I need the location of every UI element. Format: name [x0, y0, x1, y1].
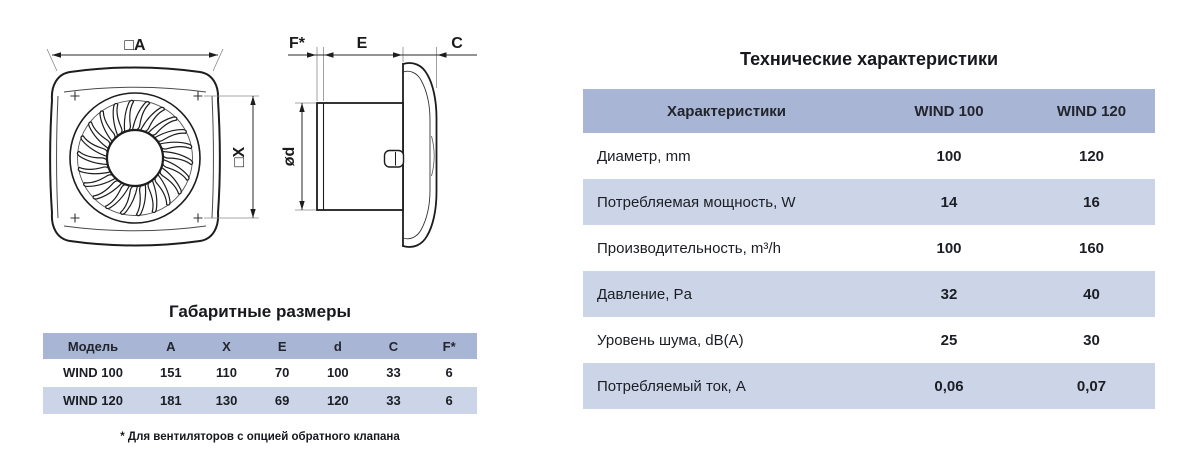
- dim-cell: 33: [386, 392, 401, 408]
- dim-label-E: E: [356, 35, 368, 52]
- column-header: E: [277, 338, 287, 354]
- dim-label-F: F*: [289, 35, 305, 52]
- column-header: X: [222, 338, 231, 354]
- table-row: [583, 179, 1155, 225]
- table-row: [43, 359, 477, 387]
- spec-label: Потребляемая мощность, W: [597, 193, 796, 211]
- dim-label-A: □A: [124, 37, 146, 54]
- column-header: Модель: [67, 338, 119, 354]
- model-cell: WIND 100: [63, 365, 123, 381]
- spec-label: Производительность, m³/h: [597, 239, 781, 257]
- column-header: WIND 100: [914, 102, 984, 120]
- dim-label-C: C: [451, 35, 463, 52]
- spec-value: 100: [936, 147, 962, 165]
- spec-label: Давление, Pa: [597, 285, 692, 303]
- specs-table: [583, 89, 1155, 409]
- dim-cell: 110: [216, 365, 237, 381]
- spec-value: 14: [940, 193, 958, 211]
- spec-value: 25: [940, 331, 958, 349]
- model-cell: WIND 120: [63, 392, 123, 408]
- dimensions-footnote: * Для вентиляторов с опцией обратного клапана: [120, 431, 400, 443]
- dim-cell: 130: [215, 392, 238, 408]
- column-header: C: [388, 338, 399, 354]
- table-row: [43, 387, 477, 415]
- table-row: [583, 225, 1155, 271]
- spec-value: 16: [1083, 193, 1100, 211]
- side-view: [288, 47, 477, 247]
- specs-table-title: Технические характеристики: [739, 49, 999, 69]
- motor-detail: [385, 151, 404, 168]
- dimension-FEC: [288, 47, 477, 101]
- dim-cell: 6: [445, 365, 453, 381]
- table-row: [583, 133, 1155, 179]
- specs-table-header-row: [583, 89, 1155, 133]
- fan-technical-drawing: [0, 0, 530, 270]
- dim-cell: 6: [445, 392, 453, 408]
- dim-cell: 151: [159, 365, 182, 381]
- spec-value: 100: [936, 239, 962, 257]
- dim-label-d: ød: [281, 146, 298, 167]
- column-header: Характеристики: [666, 102, 787, 120]
- column-header: F*: [442, 338, 456, 354]
- table-row: [583, 363, 1155, 409]
- dim-cell: 120: [326, 392, 349, 408]
- spec-label: Диаметр, mm: [597, 147, 691, 165]
- spec-value: 160: [1078, 239, 1105, 257]
- dim-cell: 100: [326, 365, 349, 381]
- dimensions-table: [43, 333, 477, 414]
- cover-outline: [403, 63, 437, 247]
- spec-value: 0,07: [1076, 377, 1107, 395]
- column-header: d: [333, 338, 342, 354]
- dim-cell: 181: [159, 392, 182, 408]
- spec-value: 120: [1078, 147, 1105, 165]
- spec-value: 30: [1083, 331, 1100, 349]
- table-row: [583, 317, 1155, 363]
- column-header: WIND 120: [1056, 102, 1127, 120]
- column-header: A: [166, 338, 176, 354]
- spec-label: Уровень шума, dB(A): [597, 331, 744, 349]
- dim-cell: 69: [274, 392, 290, 408]
- table-row: [583, 271, 1155, 317]
- hub-circle: [107, 130, 163, 186]
- front-view: [47, 49, 259, 246]
- spec-value: 40: [1083, 285, 1100, 303]
- dimensions-table-title: Габаритные размеры: [169, 302, 351, 321]
- dim-cell: 70: [274, 365, 290, 381]
- spec-value: 32: [940, 285, 958, 303]
- dimension-d: [295, 103, 316, 210]
- spec-label: Потребляемый ток, A: [597, 377, 746, 395]
- dim-cell: 33: [386, 365, 401, 381]
- spec-value: 0,06: [934, 377, 964, 395]
- dim-label-X: □X: [231, 146, 248, 168]
- dimensions-table-header-row: [43, 333, 477, 359]
